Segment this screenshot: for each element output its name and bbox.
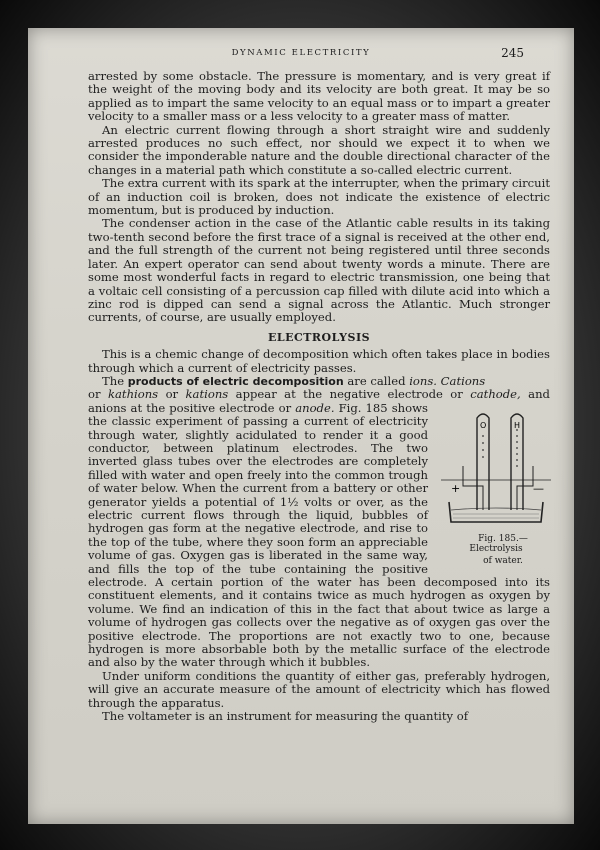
label-oxygen: O	[480, 420, 487, 430]
p6-text: The	[102, 373, 128, 388]
paragraph-2: An electric current flowing through a short straight wire and suddenly arrested produces no such effect, nor should we expect it to when we consider the imponderable nature and the double directional character of the changes in a material path which constitute a so-called electric current.	[88, 122, 550, 177]
running-head: DYNAMIC ELECTRICITY	[231, 48, 371, 58]
italic-cathode: cathode,	[470, 387, 521, 402]
italic-ions: ions.	[409, 373, 437, 388]
figure-caption-line2: of water.	[483, 555, 523, 566]
paragraph-6	[88, 375, 550, 670]
body-text	[88, 70, 550, 724]
label-hydrogen: H	[514, 420, 521, 430]
italic-cations: Cations	[440, 373, 486, 388]
paragraph-3: The extra current with its spark at the interrupter, when the primary circuit of an induction coil is broken, does not indicate the existence of electric momentum, but is produced by induction.	[88, 176, 550, 218]
figure-caption-line1: Fig. 185.—Electrolysis	[469, 533, 528, 554]
p6-text: volts or over, as the electric current flows through the liquid, bubbles of hydrogen gas form at the negative electrode, and rise to the top of the tube, where they soon form an appreciable volume of gas. Oxygen gas is liberated in the same way, and fills the top of the tube containing the positive electrode. A certain portion of the water has been decomposed into its constituent elements, and it contains twice as much hydrogen as oxygen by volume. We find an indication of this in the fact that about twice as large a volume of hydrogen gas collects over the negative as of oxygen gas over the positive electrode. The proportions are not exactly two to one, because hydrogen is more absorbable both by the metallic surface of the electrode and also by the water through which it bubbles.	[88, 494, 550, 670]
p6-text: Fig. 185 shows the classic experiment of passing a current of electricity through water, slightly acidulated to render it a good conductor, between platinum electrodes. The two inverted glass tubes over the electrodes are completely filled with water and open freely into the common trough of water below. When the current from a battery or other generator yields a potential of	[88, 400, 428, 509]
paragraph-8: The voltameter is an instrument for measuring the quantity of	[102, 709, 469, 724]
fraction-value: 1½	[279, 494, 299, 509]
section-heading: ELECTROLYSIS	[267, 330, 371, 344]
paragraph-1: arrested by some obstacle. The pressure is momentary, and is very great if the weight of the moving body and its velocity are both great. It may be so applied as to impart the same velocity to an equal mass or to impart a greater velocity to a smaller mass or a less velocity to a greater mass of matter.	[88, 69, 550, 124]
page-number: 245	[501, 46, 524, 60]
paragraph-7: Under uniform conditions the quantity of either gas, preferably hydrogen, will give an accurate measure of the amount of electricity which has flowed through the apparatus.	[88, 668, 550, 710]
paragraph-5: This is a chemic change of decomposition which often takes place in bodies through which a current of electricity passes.	[88, 347, 550, 375]
figure-185	[438, 406, 554, 566]
book-page	[28, 28, 574, 824]
bold-term: products of electric decomposition	[127, 374, 344, 388]
label-plus: +	[451, 481, 461, 495]
italic-anode: anode.	[295, 400, 335, 415]
p6-text: are called	[343, 373, 410, 388]
paragraph-4: The condenser action in the case of the Atlantic cable results in its taking two-tenth second before the first trace of a signal is received at the other end, and the full strength of the current not being registered until three seconds later. An expert operator can send about twenty words a minute. There are some most wonderful facts in regard to electric transmission, one being that a voltaic cell consisting of a percussion cap filled with dilute acid into which a zinc rod is dipped can send a signal across the Atlantic. Much stronger currents, of course, are usually employed.	[88, 216, 550, 325]
p6-text: or	[158, 387, 186, 402]
electrolysis-apparatus-illustration	[441, 406, 551, 532]
italic-kathions: kathions	[107, 387, 159, 402]
italic-kations: kations	[185, 387, 229, 402]
p6-text: or	[88, 387, 108, 402]
label-minus: —	[533, 481, 544, 495]
p6-text: appear at the negative electrode or	[228, 387, 471, 402]
p6-text: and anions at the positive electrode or	[88, 387, 550, 415]
